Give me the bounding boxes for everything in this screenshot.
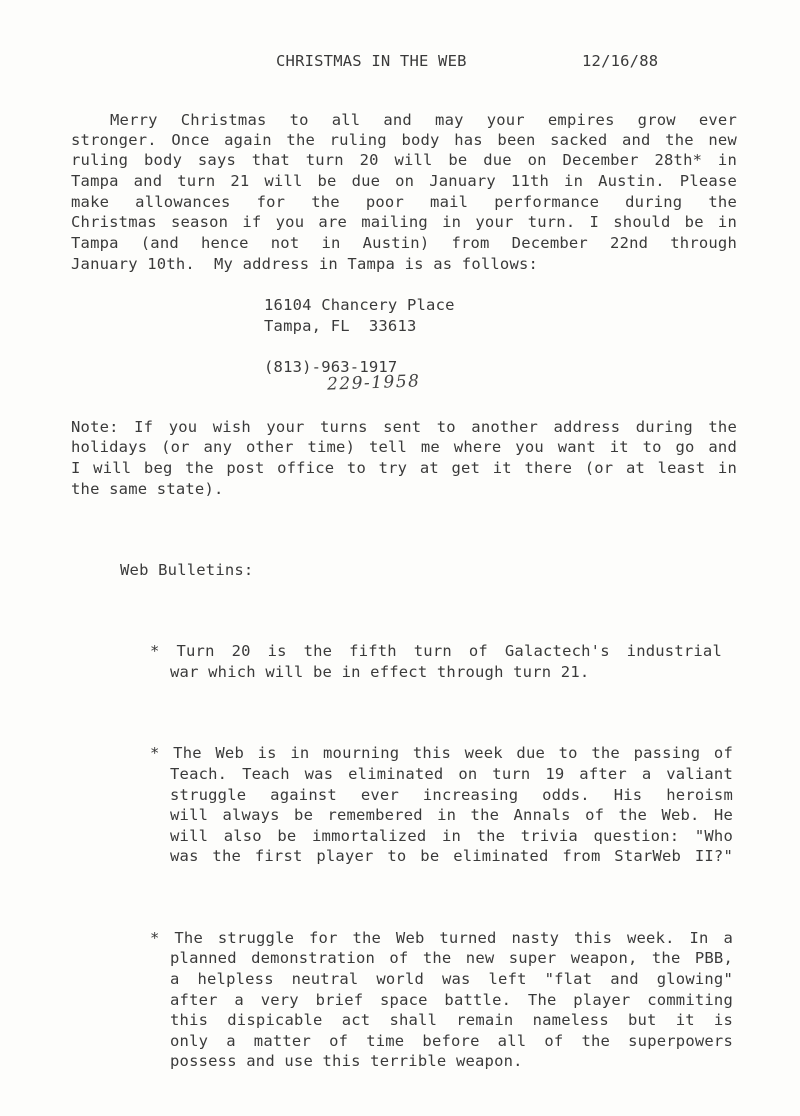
bulletin-line: was the first player to be eliminated from StarWeb II?" (170, 847, 733, 865)
intro-line: Tampa and turn 21 will be due on January 11th in Austin. Please (71, 172, 737, 190)
intro-line: ruling body says that turn 20 will be due on December 28th* in (71, 151, 737, 169)
bulletin-line: will always be remembered in the Annals of the Web. He (170, 806, 733, 824)
note-line: the same state). (71, 480, 224, 498)
bulletin-line: * The Web is in mourning this week due to the passing of (150, 744, 733, 762)
note-line: Note: If you wish your turns sent to another address during the (71, 418, 737, 436)
address-city: Tampa, FL 33613 (264, 317, 417, 335)
bulletin-line: Teach. Teach was eliminated on turn 19 after a valiant (170, 765, 733, 783)
bulletins-heading: Web Bulletins: (120, 561, 254, 579)
bulletin-line: a helpless neutral world was left "flat and glowing" (170, 970, 733, 988)
intro-line: Christmas season if you are mailing in your turn. I should be in (71, 213, 737, 231)
intro-line: make allowances for the poor mail performance during the (71, 193, 737, 211)
bulletin-line: war which will be in effect through turn 21. (170, 663, 590, 681)
document-title: CHRISTMAS IN THE WEB (276, 52, 467, 70)
note-line: holidays (or any other time) tell me where you want it to go and (71, 438, 737, 456)
document-date: 12/16/88 (582, 52, 659, 70)
bulletin-line: only a matter of time before all of the superpowers (170, 1032, 733, 1050)
address-street: 16104 Chancery Place (264, 296, 455, 314)
handwritten-phone: 229-1958 (326, 371, 421, 395)
bulletin-line: this dispicable act shall remain nameless but it is (170, 1011, 733, 1029)
address-phone: (813)-963-1917 (264, 358, 398, 376)
intro-line: Merry Christmas to all and may your empires grow ever (110, 111, 737, 129)
bulletin-line: possess and use this terrible weapon. (170, 1052, 523, 1070)
bulletin-line: planned demonstration of the new super weapon, the PBB, (170, 949, 733, 967)
intro-line: stronger. Once again the ruling body has been sacked and the new (71, 131, 737, 149)
intro-line: January 10th. My address in Tampa is as follows: (71, 255, 539, 273)
intro-line: Tampa (and hence not in Austin) from December 22nd through (71, 234, 737, 252)
bulletin-line: * Turn 20 is the fifth turn of Galactech's industrial (150, 642, 722, 660)
bulletin-line: after a very brief space battle. The player commiting (170, 991, 733, 1009)
bulletin-line: * The struggle for the Web turned nasty this week. In a (150, 929, 733, 947)
note-line: I will beg the post office to try at get it there (or at least in (71, 459, 737, 477)
bulletin-line: will also be immortalized in the trivia question: "Who (170, 827, 733, 845)
bulletin-line: struggle against ever increasing odds. His heroism (170, 786, 733, 804)
